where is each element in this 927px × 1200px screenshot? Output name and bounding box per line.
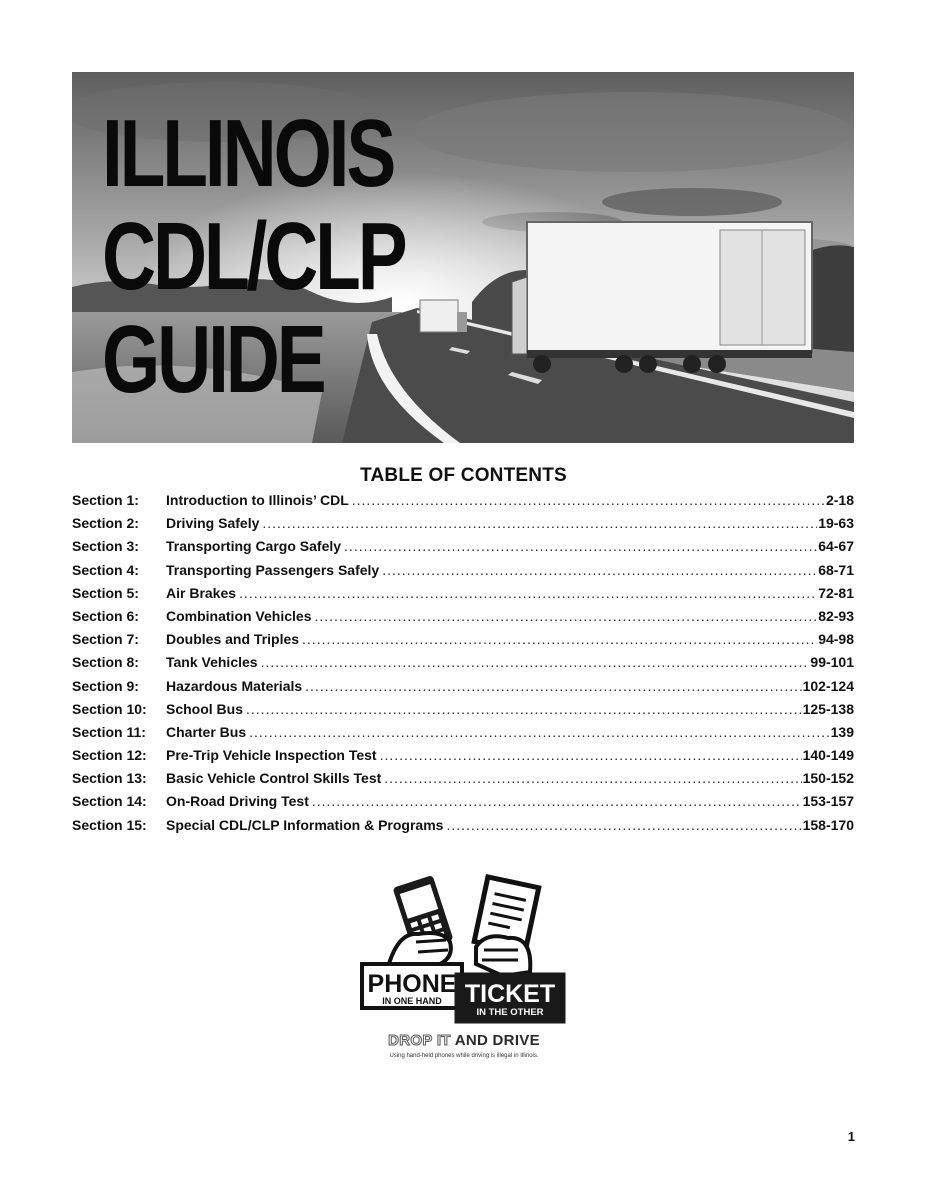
logo-phone-sub: IN ONE HAND — [382, 996, 442, 1006]
logo-ticket-word: TICKET — [464, 980, 556, 1008]
toc-section-title: Tank Vehicles — [166, 654, 258, 671]
toc-leader-dots — [380, 747, 802, 763]
toc-page-range: 139 — [830, 723, 854, 740]
toc-section-number: Section 6: — [72, 607, 139, 624]
toc-entry — [72, 747, 854, 770]
toc-page-range: 140-149 — [802, 747, 854, 764]
toc-section-number: Section 11: — [72, 723, 146, 740]
toc-section-number: Section 10: — [72, 700, 147, 717]
toc-section-number: Section 7: — [72, 631, 139, 648]
toc-entry — [72, 585, 854, 608]
toc-leader-dots — [249, 724, 830, 740]
cover-photo — [72, 72, 854, 443]
toc-section-number: Section 4: — [72, 561, 139, 578]
toc-page-range: 158-170 — [802, 816, 854, 833]
toc-entry — [72, 631, 854, 654]
toc-leader-dots — [246, 701, 802, 717]
toc-section-number: Section 2: — [72, 515, 139, 532]
toc-entry — [72, 515, 854, 538]
toc-section-number: Section 14: — [72, 793, 147, 810]
toc-section-title: Combination Vehicles — [166, 607, 312, 624]
toc-page-range: 68-71 — [818, 561, 854, 578]
toc-page-range: 72-81 — [818, 584, 854, 601]
page-number: 1 — [847, 1129, 855, 1144]
cover-title-line-3: GUIDE — [102, 306, 324, 413]
toc-entry — [72, 608, 854, 631]
toc-section-title: On-Road Driving Test — [166, 793, 309, 810]
toc-page-range: 125-138 — [802, 700, 854, 717]
toc-entry — [72, 770, 854, 793]
toc-section-number: Section 8: — [72, 654, 139, 671]
toc-leader-dots — [239, 585, 817, 601]
toc-section-title: Charter Bus — [166, 723, 247, 740]
toc-leader-dots — [312, 793, 802, 809]
toc-page-range: 99-101 — [810, 654, 854, 671]
toc-section-title: Hazardous Materials — [166, 677, 303, 694]
toc-entry — [72, 654, 854, 677]
toc-section-number: Section 3: — [72, 538, 139, 555]
toc-entry — [72, 492, 854, 515]
toc-section-number: Section 9: — [72, 677, 139, 694]
toc-section-title: Air Brakes — [166, 584, 237, 601]
toc-leader-dots — [344, 538, 817, 554]
toc-section-number: Section 1: — [72, 492, 139, 508]
toc-entry — [72, 701, 854, 724]
toc-page-range: 94-98 — [818, 631, 854, 648]
toc-section-title: Special CDL/CLP Information & Programs — [166, 816, 444, 833]
toc-section-number: Section 12: — [72, 747, 147, 764]
toc-section-title: Basic Vehicle Control Skills Test — [166, 770, 382, 787]
toc-section-title: Introduction to Illinois’ CDL — [166, 492, 349, 508]
toc-page-range: 2-18 — [825, 492, 854, 508]
toc-page-range: 102-124 — [802, 677, 854, 694]
logo-tagline-part-1: DROP IT — [388, 1032, 451, 1049]
logo-tagline-part-2: AND DRIVE — [454, 1032, 540, 1049]
toc-leader-dots — [302, 631, 817, 647]
toc-page-range: 82-93 — [818, 607, 854, 624]
toc-leader-dots — [352, 492, 825, 508]
toc-section-title: Pre-Trip Vehicle Inspection Test — [166, 747, 377, 764]
logo-ticket-sub: IN THE OTHER — [476, 1007, 544, 1018]
toc-entry — [72, 793, 854, 816]
phone-ticket-campaign-logo — [358, 872, 570, 1072]
logo-small-print: Using hand-held phones while driving is illegal in Illinois. — [389, 1053, 539, 1059]
logo-phone-word: PHONE — [367, 970, 457, 998]
toc-leader-dots — [261, 654, 810, 670]
toc-entry — [72, 562, 854, 585]
toc-section-number: Section 13: — [72, 770, 147, 787]
toc-section-number: Section 5: — [72, 584, 139, 601]
toc-entry — [72, 678, 854, 701]
toc-page-range: 64-67 — [818, 538, 854, 555]
toc-section-number: Section 15: — [72, 816, 147, 833]
cover-title-line-1: ILLINOIS — [102, 100, 394, 207]
toc-entry — [72, 724, 854, 747]
logo-tagline — [358, 1032, 570, 1049]
toc-leader-dots — [314, 608, 817, 624]
toc-section-title: Transporting Passengers Safely — [166, 561, 380, 578]
toc-leader-dots — [384, 770, 801, 786]
toc-heading: TABLE OF CONTENTS — [360, 465, 567, 486]
cover-title-line-2: CDL/CLP — [102, 203, 405, 310]
cover-title — [102, 102, 405, 411]
toc-section-title: Transporting Cargo Safely — [166, 538, 342, 555]
toc-entry — [72, 817, 854, 840]
toc-entry — [72, 538, 854, 561]
table-of-contents — [72, 492, 854, 840]
toc-page-range: 19-63 — [818, 515, 854, 532]
hands-phone-ticket-icon — [358, 872, 570, 1032]
toc-page-range: 150-152 — [802, 770, 854, 787]
toc-page-range: 153-157 — [802, 793, 854, 810]
toc-section-title: Driving Safely — [166, 515, 260, 532]
toc-leader-dots — [262, 515, 817, 531]
toc-section-title: School Bus — [166, 700, 244, 717]
toc-leader-dots — [382, 562, 817, 578]
toc-leader-dots — [305, 678, 801, 694]
toc-leader-dots — [446, 817, 801, 833]
toc-section-title: Doubles and Triples — [166, 631, 300, 648]
